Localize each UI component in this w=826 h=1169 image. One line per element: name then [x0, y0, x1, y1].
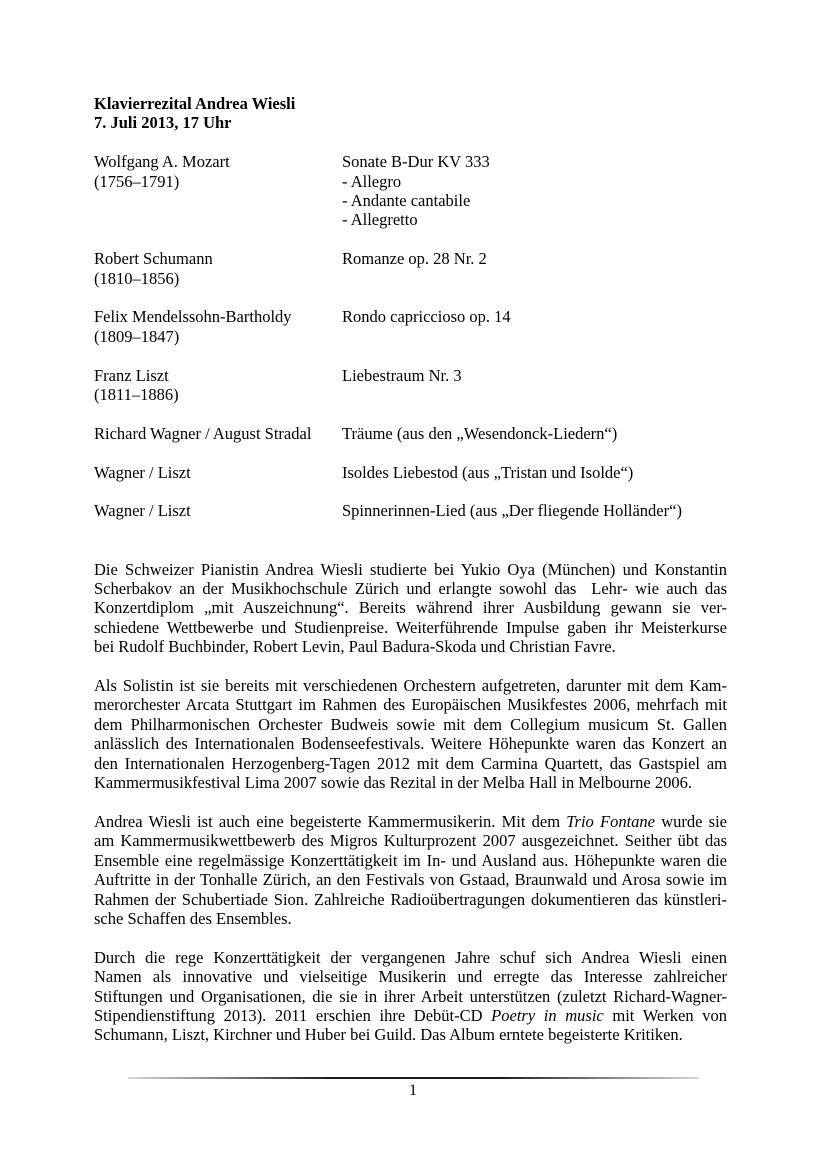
program-row	[94, 366, 727, 405]
piece-title: Isoldes Liebestod (aus „Tristan und Isolde“)	[342, 462, 634, 482]
document-title: Klavierrezital Andrea Wiesli	[94, 94, 296, 113]
bio-line	[94, 637, 727, 656]
program-composer-col	[94, 501, 342, 520]
bio-paragraph	[94, 676, 727, 792]
bio-paragraph	[94, 812, 727, 928]
bio-line	[94, 598, 727, 617]
program-composer-col	[94, 152, 342, 230]
program-row	[94, 152, 727, 230]
piece-title: Liebestraum Nr. 3	[342, 365, 462, 385]
composer-name: Wagner / Liszt	[94, 462, 191, 482]
piece-title: Spinnerinnen-Lied (aus „Der fliegende Holländer“)	[342, 501, 682, 521]
bio-line	[94, 1006, 727, 1025]
bio-line	[94, 870, 727, 889]
text-segment: am Kammermusikwettbewerb des Migros Kulturprozent 2007 ausgezeichnet. Seither übt das	[94, 831, 727, 851]
bio-line	[94, 890, 727, 909]
text-segment: den Internationalen Herzogenberg-Tagen 2012 mit dem Carmina Quartett, das Gastspiel am	[94, 753, 727, 773]
program-piece-col	[342, 424, 727, 443]
piece-title: Träume (aus den „Wesendonck-Liedern“)	[342, 423, 618, 443]
text-segment: wurde sie	[655, 811, 727, 831]
bio-line	[94, 909, 727, 928]
text-segment: Scherbakov an der Musikhochschule Zürich und erlangte sowohl das Lehr- wie auch das	[94, 579, 727, 599]
text-segment: Schumann, Liszt, Kirchner und Huber bei Guild. Das Album erntete begeisterte Kritiken.	[94, 1025, 683, 1045]
text-segment: anlässlich des Internationalen Bodenseefestivals. Weitere Höhepunkte waren das Konzert an	[94, 734, 727, 754]
text-segment: sche Schaffen des Ensembles.	[94, 908, 292, 928]
bio-paragraph	[94, 948, 727, 1045]
program-row	[94, 463, 727, 482]
program-row	[94, 501, 727, 520]
piece-title: Rondo capriccioso op. 14	[342, 307, 511, 327]
composer-name: Wolfgang A. Mozart	[94, 152, 230, 172]
text-segment: Auftritte in der Tonhalle Zürich, an den Festivals von Gstaad, Braunwald und Arosa sowie im	[94, 870, 727, 890]
bio-line	[94, 579, 727, 598]
text-segment: Konzertdiplom „mit Auszeichnung“. Bereits während ihrer Ausbildung gewann sie ver-	[94, 598, 727, 618]
program-composer-col	[94, 424, 342, 443]
bio-line	[94, 987, 727, 1006]
composer-dates: (1756–1791)	[94, 171, 180, 191]
program-piece-col	[342, 463, 727, 482]
bio-line	[94, 773, 727, 792]
footer-divider	[128, 1077, 699, 1079]
program-piece-col	[342, 366, 727, 405]
text-segment: schiedene Wettbewerbe und Studienpreise. Weiterführende Impulse gaben ihr Meisterkurse	[94, 617, 727, 637]
text-segment: bei Rudolf Buchbinder, Robert Levin, Paul Badura-Skoda und Christian Favre.	[94, 637, 616, 657]
program-piece-col	[342, 152, 727, 230]
bio-line	[94, 560, 727, 579]
program-list	[94, 152, 727, 521]
piece-title: - Allegro	[342, 171, 402, 191]
program-piece-col	[342, 249, 727, 288]
biography	[94, 560, 727, 1045]
program-row	[94, 424, 727, 443]
bio-line	[94, 948, 727, 967]
piece-title: Romanze op. 28 Nr. 2	[342, 249, 487, 269]
text-segment: Ensemble eine regelmässige Konzerttätigkeit im In- und Ausland aus. Höhepunkte waren die	[94, 850, 727, 870]
program-row	[94, 307, 727, 346]
text-segment: Trio Fontane	[566, 811, 655, 831]
text-segment: Durch die rege Konzerttätigkeit der vergangenen Jahre schuf sich Andrea Wiesli einen	[94, 947, 727, 967]
bio-line	[94, 754, 727, 773]
piece-title: Sonate B-Dur KV 333	[342, 152, 490, 172]
composer-dates: (1809–1847)	[94, 326, 180, 346]
text-segment: Kammermusikfestival Lima 2007 sowie das Rezital in der Melba Hall in Melbourne 2006.	[94, 773, 692, 793]
composer-name: Felix Mendelssohn-Bartholdy	[94, 307, 292, 327]
text-segment: Die Schweizer Pianistin Andrea Wiesli studierte bei Yukio Oya (München) und Konstantin	[94, 559, 727, 579]
text-segment: Andrea Wiesli ist auch eine begeisterte Kammermusikerin. Mit dem	[94, 811, 567, 831]
text-segment: mit Werken von	[603, 1005, 727, 1025]
program-composer-col	[94, 307, 342, 346]
composer-name: Richard Wagner / August Stradal	[94, 423, 312, 443]
bio-line	[94, 676, 727, 695]
text-segment: Stipendienstiftung 2013). 2011 erschien ihre Debüt-CD	[94, 1005, 492, 1025]
document-content	[94, 94, 727, 1064]
text-segment: Rahmen der Schubertiade Sion. Zahlreiche Radioübertragungen dokumentieren das künstleri-	[94, 889, 727, 909]
bio-line	[94, 851, 727, 870]
bio-line	[94, 1025, 727, 1044]
text-segment: Namen als innovative und vielseitige Musikerin und erregte das Interesse zahlreicher	[94, 967, 727, 987]
bio-line	[94, 715, 727, 734]
program-piece-col	[342, 307, 727, 346]
piece-title: - Andante cantabile	[342, 191, 471, 211]
program-row	[94, 249, 727, 288]
composer-name: Franz Liszt	[94, 365, 169, 385]
program-composer-col	[94, 249, 342, 288]
composer-dates: (1811–1886)	[94, 385, 179, 405]
program-composer-col	[94, 463, 342, 482]
text-segment: Als Solistin ist sie bereits mit verschiedenen Orchestern aufgetreten, darunter mit dem Kam-	[94, 676, 727, 696]
text-segment: Stiftungen und Organisationen, die sie in ihrer Arbeit unterstützen (zuletzt Richard-Wagner-	[94, 986, 727, 1006]
text-segment: Poetry in music	[491, 1005, 604, 1025]
bio-line	[94, 831, 727, 850]
page-number: 1	[409, 1082, 417, 1099]
bio-line	[94, 967, 727, 986]
bio-paragraph	[94, 560, 727, 657]
composer-dates: (1810–1856)	[94, 268, 180, 288]
program-composer-col	[94, 366, 342, 405]
piece-title: - Allegretto	[342, 210, 418, 230]
document-datetime: 7. Juli 2013, 17 Uhr	[94, 113, 232, 133]
program-piece-col	[342, 501, 727, 520]
bio-line	[94, 618, 727, 637]
bio-line	[94, 734, 727, 753]
composer-name: Wagner / Liszt	[94, 501, 191, 521]
composer-name: Robert Schumann	[94, 249, 213, 269]
bio-line	[94, 812, 727, 831]
text-segment: dem Philharmonischen Orchester Budweis sowie mit dem Collegium musicum St. Gallen	[94, 714, 727, 734]
text-segment: merorchester Arcata Stuttgart im Rahmen des Europäischen Musikfestes 2006, mehrfach mit	[94, 695, 727, 715]
bio-line	[94, 695, 727, 714]
